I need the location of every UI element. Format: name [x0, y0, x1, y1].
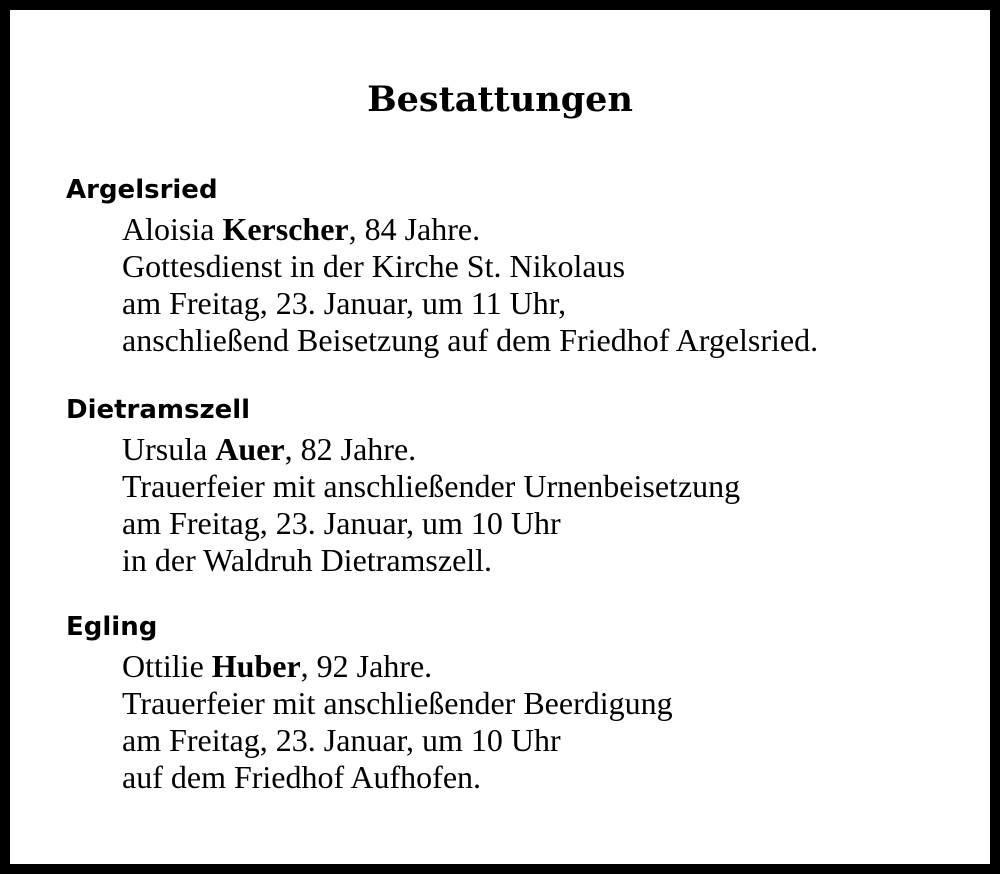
text-line: am Freitag, 23. Januar, um 11 Uhr,: [122, 285, 567, 321]
entry-text: [122, 431, 986, 579]
text-line: Trauerfeier mit anschließender Beerdigung: [122, 685, 673, 721]
text-line: auf dem Friedhof Aufhofen.: [122, 759, 482, 795]
page-title: Bestattungen: [367, 79, 633, 120]
entry-egling: [66, 610, 986, 796]
text-line: am Freitag, 23. Januar, um 10 Uhr: [122, 722, 561, 758]
entry-text: [122, 211, 986, 359]
entry-dietramszell: [66, 393, 986, 579]
person-line: [122, 431, 986, 468]
person-line: [122, 648, 986, 685]
first-name: Ottilie: [122, 648, 204, 684]
text-line: anschließend Beisetzung auf dem Friedhof Argelsried.: [122, 322, 819, 358]
place-heading: Argelsried: [66, 175, 218, 205]
place-heading: Egling: [66, 612, 158, 642]
place-heading: Dietramszell: [66, 395, 251, 425]
text-line: am Freitag, 23. Januar, um 10 Uhr: [122, 505, 561, 541]
surname: Kerscher: [222, 211, 349, 247]
text-line: in der Waldruh Dietramszell.: [122, 542, 493, 578]
entry-text: [122, 648, 986, 796]
first-name: Aloisia: [122, 211, 215, 247]
age: , 82 Jahre.: [284, 431, 417, 467]
entry-argelsried: [66, 173, 986, 359]
surname: Auer: [215, 431, 285, 467]
text-line: Trauerfeier mit anschließender Urnenbeisetzung: [122, 468, 741, 504]
surname: Huber: [211, 648, 301, 684]
person-line: [122, 211, 986, 248]
first-name: Ursula: [122, 431, 208, 467]
age: , 92 Jahre.: [300, 648, 433, 684]
text-line: Gottesdienst in der Kirche St. Nikolaus: [122, 248, 626, 284]
age: , 84 Jahre.: [348, 211, 481, 247]
